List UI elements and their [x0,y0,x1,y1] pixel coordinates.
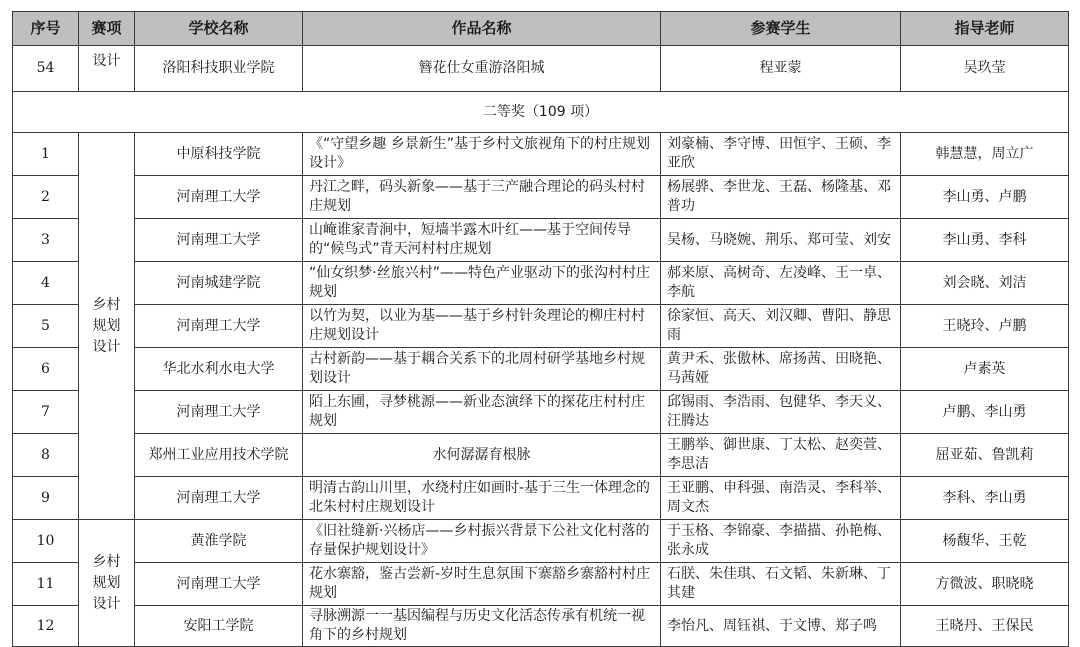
header-index: 序号 [13,12,79,46]
row-index: 8 [13,434,79,477]
row-work: 古村新韵——基于耦合关系下的北周村研学基地乡村规划设计 [303,348,661,391]
award-table [12,11,1069,647]
row-students: 杨展骅、李世龙、王磊、杨隆基、邓普功 [661,176,901,219]
row-school: 河南理工大学 [135,477,303,520]
table-row [13,305,1069,348]
row-students: 王亚鹏、申科强、南浩灵、李科举、周文杰 [661,477,901,520]
row-teacher: 李科、李山勇 [901,477,1069,520]
row-index: 3 [13,219,79,262]
row-work: 《“守望乡趣 乡景新生”基于乡村文旅视角下的村庄规划设计》 [303,133,661,176]
table-row [13,563,1069,606]
row-index: 10 [13,520,79,563]
row-index: 9 [13,477,79,520]
row-index: 2 [13,176,79,219]
header-row [13,12,1069,46]
row-index: 12 [13,606,79,647]
row-index: 7 [13,391,79,434]
row-work: 明清古韵山川里，水绕村庄如画时-基于三生一体理念的北朱村村庄规划设计 [303,477,661,520]
table-row [13,219,1069,262]
table-row [13,262,1069,305]
row-school: 洛阳科技职业学院 [135,46,303,92]
category-cell-group1: 乡村 规划 设计 [79,133,135,520]
row-teacher: 屈亚茹、鲁凯莉 [901,434,1069,477]
row-students: 于玉格、李锦豪、李描描、孙艳梅、张永成 [661,520,901,563]
row-teacher: 李山勇、李科 [901,219,1069,262]
row-teacher: 李山勇、卢鹏 [901,176,1069,219]
row-school: 河南理工大学 [135,176,303,219]
row-work: 花水寨豁，鉴古尝新-岁时生息氛围下寨豁乡寨豁村村庄规划 [303,563,661,606]
row-school: 河南理工大学 [135,219,303,262]
row-school: 河南理工大学 [135,305,303,348]
header-work: 作品名称 [303,12,661,46]
section-title: 二等奖（109 项） [13,92,1069,133]
row-students: 石朕、朱佳琪、石文韬、朱新琳、丁其建 [661,563,901,606]
table-row [13,133,1069,176]
row-teacher: 王晓丹、王保民 [901,606,1069,647]
table-row [13,391,1069,434]
row-school: 河南理工大学 [135,391,303,434]
row-work: 山崦谁家青涧中，短墙半露木叶红——基于空间传导的“候鸟式”青天河村村庄规划 [303,219,661,262]
award-table-container [12,11,1069,647]
header-category: 赛项 [79,12,135,46]
category-cell-group2: 乡村 规划 设计 [79,520,135,647]
table-row [13,434,1069,477]
row-index: 11 [13,563,79,606]
row-students: 邱锡雨、李浩雨、包健华、李天义、汪腾达 [661,391,901,434]
row-work: 丹江之畔，码头新象——基于三产融合理论的码头村村庄规划 [303,176,661,219]
row-teacher: 杨馥华、王乾 [901,520,1069,563]
table-row [13,46,1069,92]
row-school: 河南城建学院 [135,262,303,305]
row-students: 黄尹禾、张傲林、席扬茜、田晓艳、马茜娅 [661,348,901,391]
table-row [13,606,1069,647]
row-teacher: 卢素英 [901,348,1069,391]
header-school: 学校名称 [135,12,303,46]
row-students: 李怡凡、周钰祺、于文博、郑子鸣 [661,606,901,647]
row-students: 刘豪楠、李守博、田恒宇、王硕、李亚欣 [661,133,901,176]
table-row [13,477,1069,520]
header-teacher: 指导老师 [901,12,1069,46]
row-work: 寻脉溯源一一基因编程与历史文化活态传承有机统一视角下的乡村规划 [303,606,661,647]
row-students: 王鹏举、御世康、丁太松、赵奕萱、李思洁 [661,434,901,477]
row-students: 徐家恒、高天、刘汉卿、曹阳、静思雨 [661,305,901,348]
row-students: 程亚蒙 [661,46,901,92]
row-school: 安阳工学院 [135,606,303,647]
header-students: 参赛学生 [661,12,901,46]
table-row [13,176,1069,219]
row-teacher: 刘会晓、刘洁 [901,262,1069,305]
row-school: 河南理工大学 [135,563,303,606]
row-index: 1 [13,133,79,176]
row-work: 《旧社缝新·兴杨店——乡村振兴背景下公社文化村落的存量保护规划设计》 [303,520,661,563]
row-work: “仙女织梦·丝旅兴村”——特色产业驱动下的张沟村村庄规划 [303,262,661,305]
row-school: 华北水利水电大学 [135,348,303,391]
row-teacher: 韩慧慧，周立广 [901,133,1069,176]
row-work: 水何潺潺育根脉 [303,434,661,477]
row-index: 5 [13,305,79,348]
row-teacher: 卢鹏、李山勇 [901,391,1069,434]
row-teacher: 吴玖莹 [901,46,1069,92]
table-row [13,348,1069,391]
row-school: 中原科技学院 [135,133,303,176]
table-row [13,520,1069,563]
row-students: 郝来原、高树奇、左凌峰、王一卓、李航 [661,262,901,305]
row-students: 吴杨、马晓婉、荆乐、郑可莹、刘安 [661,219,901,262]
row-school: 郑州工业应用技术学院 [135,434,303,477]
row-index: 54 [13,46,79,92]
row-work: 簪花仕女重游洛阳城 [303,46,661,92]
row-work: 陌上东圃，寻梦桃源——新业态演绎下的探花庄村村庄规划 [303,391,661,434]
row-school: 黄淮学院 [135,520,303,563]
section-row [13,92,1069,133]
row-index: 6 [13,348,79,391]
row-teacher: 方微波、职晓晓 [901,563,1069,606]
row-category: 设计 [79,46,135,92]
row-index: 4 [13,262,79,305]
row-teacher: 王晓玲、卢鹏 [901,305,1069,348]
row-work: 以竹为契，以业为基——基于乡村针灸理论的柳庄村村庄规划设计 [303,305,661,348]
